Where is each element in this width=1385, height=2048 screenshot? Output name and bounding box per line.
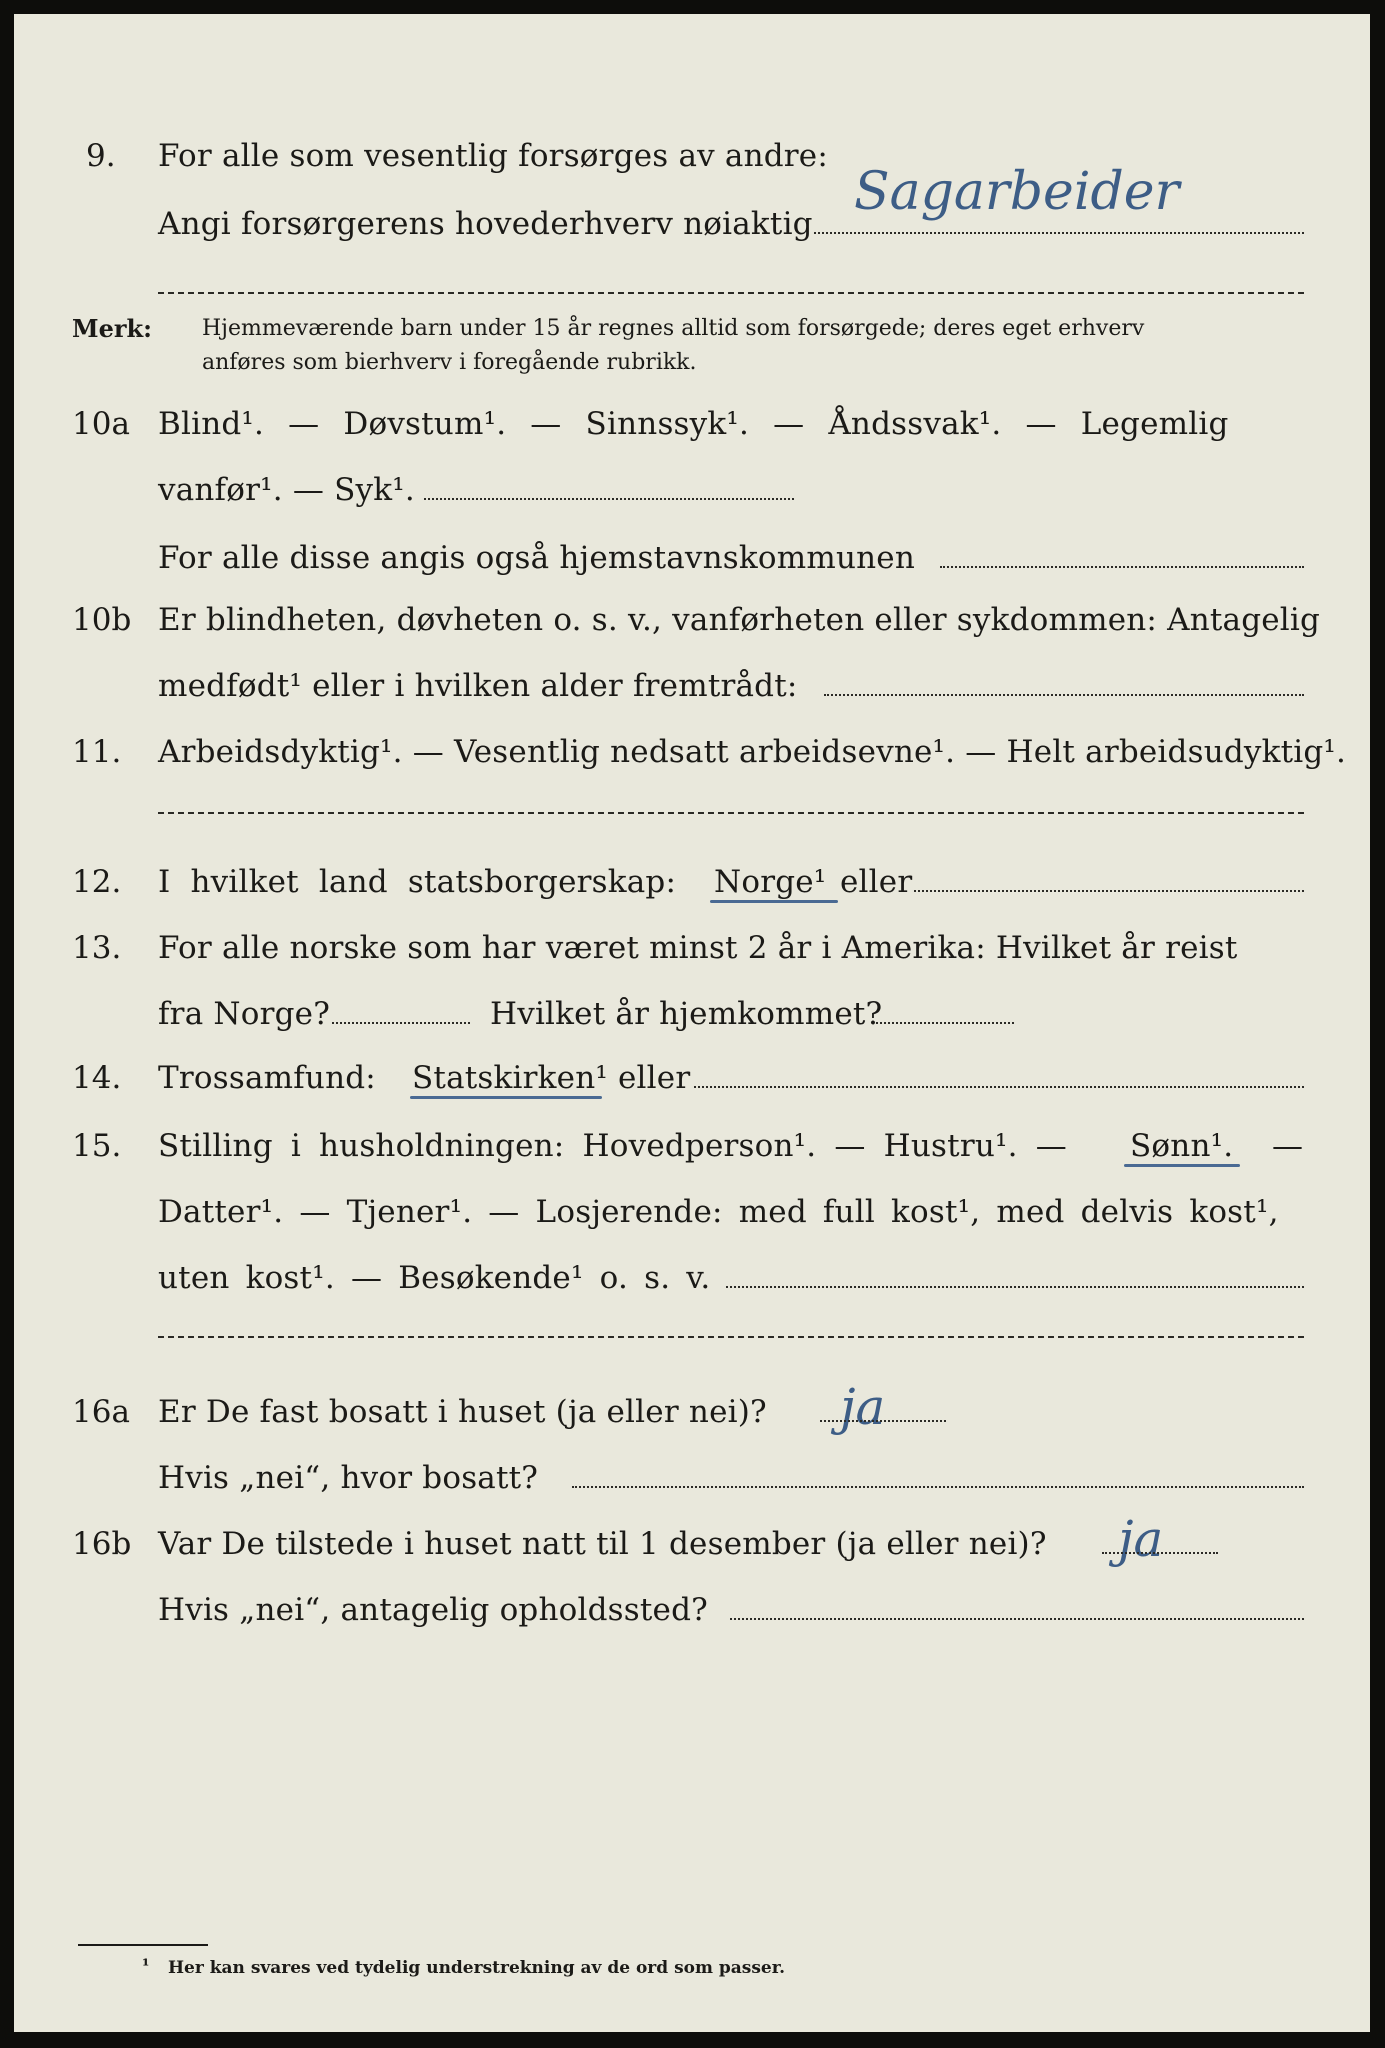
q16a-line1: Er De fast bosatt i huset (ja eller nei)? [158,1394,767,1430]
note-line1: Hjemmeværende barn under 15 år regnes alltid som forsørgede; deres eget erhverv [202,316,1145,341]
separator [158,292,1304,294]
q16b-number: 16b [72,1526,132,1562]
q11-line1: Arbeidsdyktig¹. — Vesentlig nedsatt arbeidsevne¹. — Helt arbeidsudyktig¹. [158,734,1347,770]
q13-number: 13. [72,930,122,966]
q13-hjem-line [876,1022,1014,1024]
q9-number: 9. [86,138,116,174]
q14-suffix: eller [618,1060,691,1096]
footnote-rule [78,1944,208,1946]
q10a-line1: Blind¹. — Døvstum¹. — Sinnssyk¹. — Åndssvak¹. — Legemlig [158,406,1229,442]
q9-line1: For alle som vesentlig forsørges av andre: [158,138,828,174]
q16a-bosatt-line [572,1486,1304,1488]
q9-answer-line [814,232,1304,234]
q9-line2: Angi forsørgerens hovederhverv nøiaktig [158,206,813,242]
q10b-line1: Er blindheten, døvheten o. s. v., vanførheten eller sykdommen: Antagelig [158,602,1321,638]
q13-line1: For alle norske som har været minst 2 år i Amerika: Hvilket år reist [158,930,1238,966]
q12-answer-line [914,890,1304,892]
q14-number: 14. [72,1060,122,1096]
q10a-line3: For alle disse angis også hjemstavnskommunen [158,540,915,576]
q16b-handwritten-answer: ja [1118,1510,1164,1568]
q14-underline-mark [410,1096,602,1099]
q12-option-norge: Norge¹ [714,864,827,900]
q10b-number: 10b [72,602,132,638]
census-form-page [14,14,1370,2032]
q16a-handwritten-answer: ja [840,1378,886,1436]
note-line2: anføres som bierhverv i foregående rubrikk. [202,350,697,375]
separator [158,1336,1304,1338]
q9-handwritten-answer: Sagarbeider [854,162,1180,222]
q10b-answer-line [824,694,1304,696]
q10a-line2: vanfør¹. — Syk¹. [158,472,415,508]
q15-dash: — [1272,1128,1304,1164]
q12-underline-mark [710,900,838,903]
q16a-number: 16a [72,1394,130,1430]
q15-number: 15. [72,1128,122,1164]
q16b-line1: Var De tilstede i huset natt til 1 desember (ja eller nei)? [158,1526,1047,1562]
q15-line1a: Stilling i husholdningen: Hovedperson¹. — Hustru¹. — [158,1128,1067,1164]
q14-prefix: Trossamfund: [158,1060,376,1096]
q12-number: 12. [72,864,122,900]
q10a-number: 10a [72,406,130,442]
q16b-opholdssted-line [730,1618,1304,1620]
q13-line2b: Hvilket år hjemkommet? [490,996,883,1032]
q14-answer-line [694,1086,1304,1088]
q12-prefix: I hvilket land statsborgerskap: [158,864,677,900]
q10a-syk-line [424,498,794,500]
q15-option-sonn: Sønn¹. [1130,1128,1234,1164]
note-label: Merk: [72,314,152,343]
q15-answer-line [726,1286,1304,1288]
q10b-line2: medfødt¹ eller i hvilken alder fremtrådt: [158,668,798,704]
q14-option-statskirken: Statskirken¹ [412,1060,608,1096]
q13-line2a: fra Norge? [158,996,331,1032]
q15-line3: uten kost¹. — Besøkende¹ o. s. v. [158,1260,711,1296]
q16b-answer-line [1102,1552,1218,1554]
q13-reist-line [332,1022,470,1024]
q11-number: 11. [72,734,122,770]
footnote-mark: ¹ [142,1956,150,1976]
q16b-line2: Hvis „nei“, antagelig opholdssted? [158,1592,708,1628]
q16a-answer-line [820,1420,946,1422]
separator [158,812,1304,814]
q10a-kommune-line [940,566,1304,568]
q15-underline-mark [1124,1164,1240,1167]
q12-suffix: eller [840,864,913,900]
q16a-line2: Hvis „nei“, hvor bosatt? [158,1460,539,1496]
q15-line2: Datter¹. — Tjener¹. — Losjerende: med full kost¹, med delvis kost¹, [158,1194,1279,1230]
footnote-text: Her kan svares ved tydelig understrekning av de ord som passer. [168,1958,786,1978]
